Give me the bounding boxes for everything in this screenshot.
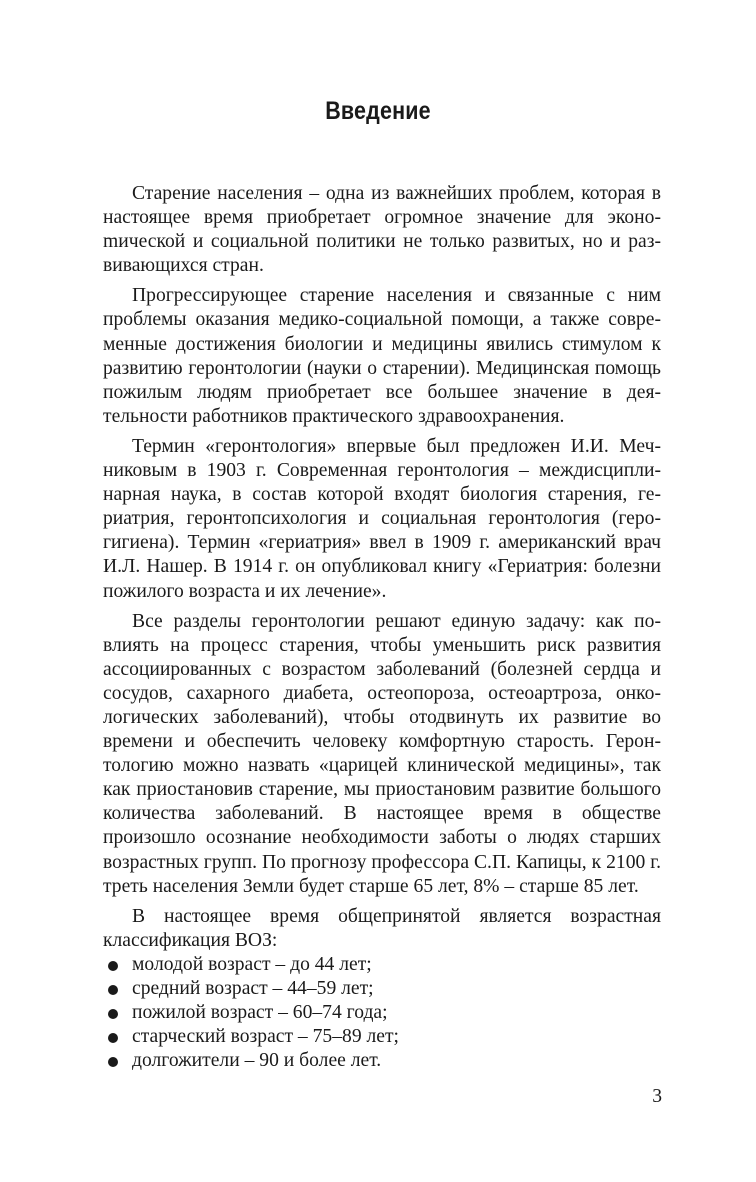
list-item-text: средний возраст – 44–59 лет; xyxy=(132,978,374,999)
bullet-icon xyxy=(108,961,118,971)
list-item xyxy=(103,1001,661,1025)
paragraph-2: Прогрессирующее старение населения и связанные с ним проблемы оказания медико-социальной помощи, а также современные достижения биологии и медицины явились стимулом к развитию геронтологии (науки о старении). Медицинская помощь пожилым людям приобретает все большее значение в деятельности работников практического здравоохранения. xyxy=(103,285,661,427)
list-item xyxy=(103,1049,661,1073)
list-item xyxy=(103,953,661,977)
paragraph-3: Термин «геронтология» впервые был предложен И.И. Мечниковым в 1903 г. Современная геронтология – междисциплинарная наука, в состав которой входят биология старения, гериатрия, геронтопсихология и социальная геронтология (герогигиена). Термин «гериатрия» ввел в 1909 г. американский врач И.Л. Нашер. В 1914 г. он опубликовал книгу «Гериатрия: болезни пожилого возраста и их лечение». xyxy=(103,435,661,602)
bullet-icon xyxy=(108,1009,118,1019)
page-number: 3 xyxy=(652,1086,662,1107)
paragraph-1: Старение населения – одна из важнейших проблем, которая в настоящее время приобретает огромное значение для эконоmической и социальной политики не только развитых, но и развивающихся стран. xyxy=(103,183,661,277)
bullet-icon xyxy=(108,985,118,995)
list-item-text: молодой возраст – до 44 лет; xyxy=(132,953,372,975)
list-item-text: долгожители – 90 и более лет. xyxy=(132,1050,382,1072)
bullet-icon xyxy=(108,1057,118,1067)
list-item xyxy=(103,977,661,1001)
list-item xyxy=(103,1025,661,1049)
page-title: Введение xyxy=(325,96,431,125)
list-item-text: пожилой возраст – 60–74 года; xyxy=(132,1002,388,1024)
paragraph-5: В настоящее время общепринятой является возрастная классификация ВОЗ: xyxy=(103,905,661,951)
paragraph-4: Все разделы геронтологии решают единую задачу: как повлиять на процесс старения, чтобы уменьшить риск развития ассоциированных с возрастом заболеваний (болезней сердца и сосудов, сахарного диабета, остеопороза, остеоартроза, онкологических заболеваний), чтобы отодвинуть их развитие во времени и обеспечить человеку комфортную старость. Геронтологию можно назвать «царицей клинической медицины», так как приостановив старение, мы приостановим развитие большого количества заболеваний. В настоящее время в обществе произошло осознание необходимости заботы о людях старших возрастных групп. По прогнозу профессора С.П. Капицы, к 2100 г. треть населения Земли будет старше 65 лет, 8% – старше 85 лет. xyxy=(103,610,661,897)
bullet-icon xyxy=(108,1033,118,1043)
who-age-classification-list xyxy=(103,953,661,1073)
page-body xyxy=(103,182,661,1073)
list-item-text: старческий возраст – 75–89 лет; xyxy=(132,1026,399,1048)
